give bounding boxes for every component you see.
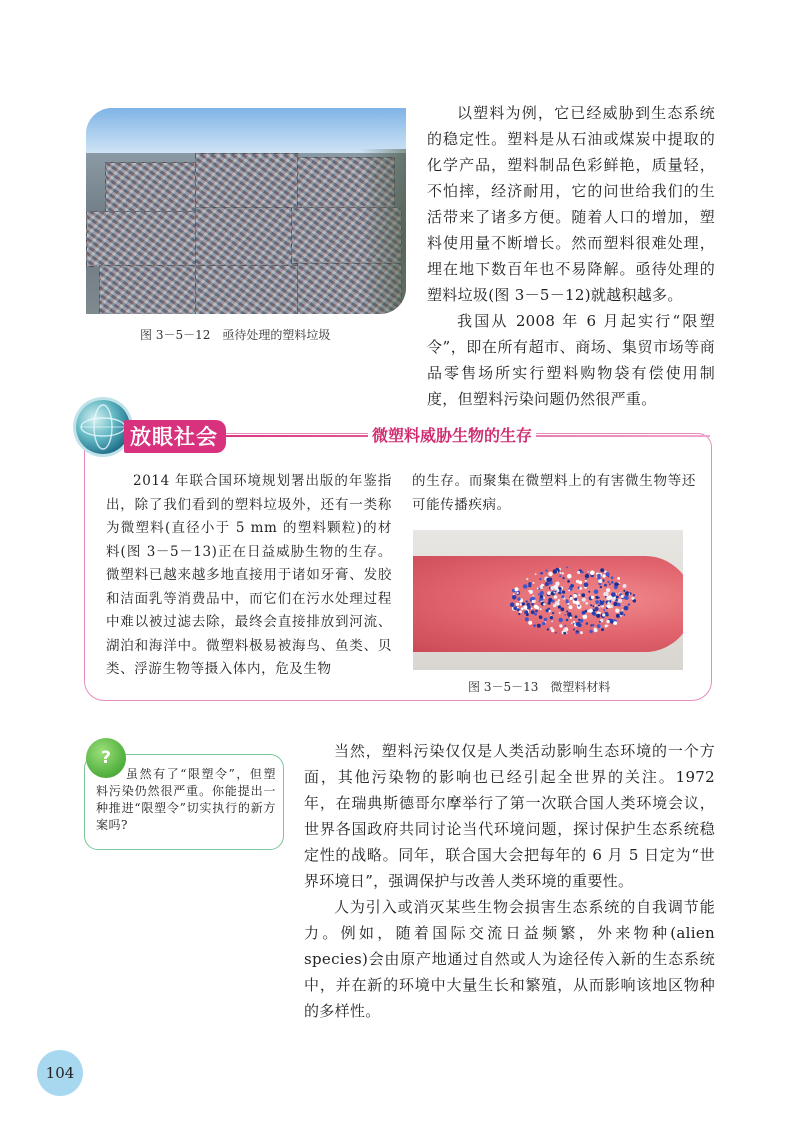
microplastic-particle: [620, 612, 624, 616]
society-section-label: 放眼社会: [124, 420, 226, 453]
microplastic-particle: [613, 621, 617, 625]
microplastic-particle: [611, 576, 614, 579]
microplastic-particle: [587, 571, 589, 573]
microplastic-particle: [611, 581, 614, 584]
microplastic-particle: [614, 582, 618, 586]
microplastic-particle: [576, 580, 580, 584]
microplastic-particle: [561, 595, 564, 598]
microplastic-particle: [527, 603, 531, 607]
microplastic-particle: [599, 621, 601, 623]
microplastic-particle: [578, 619, 580, 621]
microplastic-particle: [531, 608, 533, 610]
microplastic-particle: [585, 580, 587, 582]
microplastic-particle: [597, 576, 600, 579]
microplastic-particle: [578, 605, 580, 607]
microplastic-particle: [547, 591, 551, 595]
microplastic-particle: [516, 603, 519, 606]
microplastic-particle: [586, 622, 589, 625]
question-note-text: 虽然有了“限塑令”，但塑料污染仍然很严重。你能提出一种推进“限塑令”切实执行的新方案吗?: [96, 767, 276, 832]
microplastic-particle: [597, 624, 601, 628]
microplastic-particle: [616, 596, 619, 599]
intro-paragraph-1: 以塑料为例，它已经威胁到生态系统的稳定性。塑料是从石油或煤炭中提取的化学产品，塑料制品色彩鲜艳，质量轻，不怕摔，经济耐用，它的问世给我们的生活带来了诸多方便。随着人口的增加，塑料使用量不断增长。然而塑料很难处理，埋在地下数百年也不易降解。亟待处理的塑料垃圾(图 3－5－12)就越积越多。: [427, 104, 715, 304]
microplastic-particle: [608, 601, 610, 603]
globe-icon: [76, 400, 130, 454]
microplastic-particle: [523, 584, 528, 589]
microplastic-particle: [552, 612, 554, 614]
microplastic-particle: [588, 591, 590, 593]
microplastic-particle: [567, 580, 570, 583]
microplastic-particle: [545, 582, 549, 586]
microplastic-particle: [539, 615, 543, 619]
microplastic-particle: [604, 584, 607, 587]
microplastic-particle: [534, 605, 538, 609]
microplastic-particle: [601, 628, 604, 631]
question-icon: ?: [86, 738, 126, 778]
microplastic-particle: [513, 606, 517, 610]
microplastic-particle: [545, 609, 548, 612]
microplastic-particle: [605, 596, 607, 598]
microplastic-particle: [555, 590, 557, 592]
microplastic-particle: [533, 624, 536, 627]
microplastic-particle: [595, 605, 597, 607]
microplastic-particle: [553, 605, 555, 607]
microplastic-particle: [559, 618, 563, 622]
microplastic-particle: [566, 619, 569, 622]
microplastic-particle: [607, 581, 609, 583]
microplastic-particle: [617, 603, 621, 607]
microplastic-particle: [607, 625, 609, 627]
intro-text: [427, 100, 715, 412]
microplastic-particle: [564, 625, 566, 627]
microplastic-particle: [534, 613, 537, 616]
microplastic-particle: [613, 602, 617, 606]
microplastic-particle: [606, 596, 611, 601]
microplastic-particle: [584, 583, 589, 588]
society-left-text: 2014 年联合国环境规划署出版的年鉴指出，除了我们看到的塑料垃圾外，还有一类称为微塑料(直径小于 5 mm 的塑料颗粒)的材料(图 3－5－13)正在日益威胁生物的生存。微塑料已越来越多地直接用于诸如牙膏、发胶和洁面乳等消费品中，而它们在污水处理过程中难以被过滤去除，最终会直接排放到河流、湖泊和海洋中。微塑料极易被海鸟、鱼类、贝类、浮游生物等摄入体内，危及生物: [106, 473, 392, 677]
microplastic-particle: [562, 577, 564, 579]
microplastic-particle: [539, 578, 541, 580]
microplastic-particle: [617, 577, 620, 580]
microplastic-particle: [573, 621, 576, 624]
microplastic-particle: [621, 595, 624, 598]
microplastic-particle: [623, 590, 625, 592]
microplastic-particle: [576, 622, 581, 627]
microplastic-particle: [570, 584, 574, 588]
microplastic-particle: [573, 594, 577, 598]
microplastic-particle: [571, 623, 573, 625]
plastic-waste-photo: [86, 108, 406, 314]
microplastic-particle: [525, 617, 529, 621]
microplastic-particle: [633, 594, 635, 596]
microplastic-particle: [574, 598, 577, 601]
microplastic-particle: [552, 593, 555, 596]
main-paragraph-1: 当然，塑料污染仅仅是人类活动影响生态环境的一个方面，其他污染物的影响也已经引起全世界的关注。1972 年，在瑞典斯德哥尔摩举行了第一次联合国人类环境会议，世界各国政府共同讨论当代环境问题，探讨保护生态系统稳定性的战略。同年，联合国大会把每年的 6 月 5 日定为“世界环境日”，强调保护与改善人类环境的重要性。: [304, 742, 715, 890]
microplastic-particle: [607, 605, 610, 608]
microplastic-particle: [540, 608, 542, 610]
microplastic-particle: [512, 595, 517, 600]
microplastic-particle: [602, 613, 605, 616]
microplastic-particle: [562, 591, 565, 594]
microplastic-particle: [559, 575, 561, 577]
microplastic-particle: [585, 610, 588, 613]
microplastic-particle: [545, 570, 547, 572]
microplastic-particle: [528, 621, 532, 625]
microplastic-particle: [553, 585, 558, 590]
microplastic-particle: [541, 584, 544, 587]
microplastic-particle: [535, 573, 537, 575]
microplastic-particle: [594, 610, 596, 612]
microplastic-particle: [510, 602, 515, 607]
microplastic-particle: [547, 628, 549, 630]
microplastic-particle: [526, 578, 528, 580]
microplastic-particle: [518, 613, 520, 615]
microplastic-particle: [550, 627, 553, 630]
microplastic-particle: [528, 582, 531, 585]
society-section-title: 微塑料威胁生物的生存: [368, 423, 536, 446]
microplastic-particle: [526, 601, 528, 603]
microplastic-particle: [595, 600, 599, 604]
figure-13-caption: 图 3－5－13 微塑料材料: [468, 680, 611, 694]
microplastic-particle: [570, 595, 572, 597]
microplastic-particle: [590, 570, 595, 575]
microplastic-particle: [599, 601, 604, 606]
microplastic-particle: [624, 614, 626, 616]
microplastic-particle: [540, 595, 543, 598]
microplastic-particle: [566, 611, 568, 613]
microplastic-particle: [570, 597, 573, 600]
microplastic-particle: [568, 590, 570, 592]
microplastic-particle: [583, 614, 588, 619]
microplastic-particle: [603, 609, 605, 611]
microplastic-particle: [588, 610, 590, 612]
microplastic-particle: [535, 610, 538, 613]
microplastic-particle: [605, 572, 609, 576]
microplastic-particle: [540, 572, 542, 574]
microplastic-particle: [559, 612, 561, 614]
microplastic-particle: [585, 574, 589, 578]
microplastic-particle: [606, 620, 609, 623]
microplastic-particle: [560, 607, 564, 611]
microplastic-particle: [623, 584, 627, 588]
microplastic-particle: [551, 621, 553, 623]
microplastic-particle: [628, 603, 631, 606]
microplastic-particle: [616, 614, 620, 618]
microplastic-particle: [517, 608, 520, 611]
microplastic-particle: [537, 624, 541, 628]
microplastic-photo: [413, 530, 683, 670]
microplastic-particle: [618, 599, 622, 603]
microplastic-particle: [615, 609, 619, 613]
microplastic-particle: [522, 602, 525, 605]
microplastic-particle: [531, 603, 534, 606]
main-text: [304, 738, 715, 1024]
microplastic-particle: [569, 605, 573, 609]
microplastic-particle: [631, 597, 634, 600]
microplastic-particle: [595, 596, 598, 599]
microplastic-particle: [523, 605, 527, 609]
microplastic-particle: [577, 571, 580, 574]
microplastic-particle: [629, 593, 631, 595]
page-number: 104: [37, 1050, 83, 1096]
microplastic-particle: [513, 593, 515, 595]
microplastic-particle: [606, 588, 610, 592]
microplastic-particle: [593, 605, 595, 607]
microplastic-particle: [558, 603, 560, 605]
main-paragraph-2: 人为引入或消灭某些生物会损害生态系统的自我调节能力。例如，随着国际交流日益频繁，外来物种(alien species)会由原产地通过自然或人为途径传入新的生态系统中，并在新的环境中大量生长和繁殖，从而影响该地区物种的多样性。: [304, 898, 715, 1020]
microplastic-particle: [540, 591, 544, 595]
microplastic-particle: [517, 597, 520, 600]
microplastic-particle: [555, 632, 557, 634]
microplastic-particle: [563, 628, 567, 632]
microplastic-particle: [581, 593, 585, 597]
microplastic-particle: [596, 614, 600, 618]
microplastic-particle: [520, 603, 522, 605]
microplastic-particle: [624, 595, 629, 600]
microplastic-particle: [560, 572, 562, 574]
microplastic-particle: [533, 582, 535, 584]
microplastic-particle: [605, 592, 609, 596]
microplastic-particle: [573, 629, 575, 631]
microplastic-particle: [554, 595, 558, 599]
microplastic-particle: [538, 593, 540, 595]
microplastic-particle: [537, 588, 539, 590]
microplastic-particle: [552, 600, 555, 603]
microplastic-particle: [567, 612, 571, 616]
microplastic-particle: [559, 624, 562, 627]
microplastic-particle: [576, 601, 580, 605]
microplastic-particle: [543, 603, 545, 605]
microplastic-particle: [570, 617, 572, 619]
microplastic-particle: [591, 596, 594, 599]
microplastic-particle: [594, 629, 598, 633]
microplastic-particle: [566, 599, 568, 601]
microplastic-particle: [548, 572, 553, 577]
microplastic-particle: [624, 606, 629, 611]
figure-12-caption: 图 3－5－12 亟待处理的塑料垃圾: [140, 328, 331, 342]
microplastic-particle: [621, 609, 623, 611]
microplastic-particle: [559, 590, 561, 592]
microplastic-particle: [544, 618, 547, 621]
microplastic-particle: [526, 613, 529, 616]
microplastic-particle: [539, 600, 541, 602]
microplastic-particle: [516, 592, 518, 594]
microplastic-particle: [533, 600, 536, 603]
microplastic-particle: [550, 616, 553, 619]
microplastic-particle: [562, 572, 564, 574]
microplastic-particle: [558, 605, 561, 608]
microplastic-particle: [566, 567, 568, 569]
microplastic-particle: [602, 579, 605, 582]
microplastic-particle: [575, 615, 578, 618]
microplastic-particle: [529, 590, 533, 594]
microplastic-particle: [590, 604, 592, 606]
microplastic-particle: [567, 574, 572, 579]
intro-paragraph-2: 我国从 2008 年 6 月起实行“限塑令”，即在所有超市、商场、集贸市场等商品零售场所实行塑料购物袋有偿使用制度，但塑料污染问题仍然很严重。: [427, 312, 715, 408]
microplastic-particle: [548, 578, 552, 582]
microplastic-particle: [582, 598, 586, 602]
microplastic-particle: [580, 631, 583, 634]
microplastic-particle: [590, 624, 592, 626]
microplastic-particle: [558, 599, 560, 601]
microplastic-particle: [585, 602, 588, 605]
microplastic-particle: [596, 576, 598, 578]
microplastic-particle: [542, 622, 545, 625]
microplastic-particle: [594, 589, 599, 594]
microplastic-particle: [609, 583, 611, 585]
microplastic-particle: [608, 576, 610, 578]
microplastic-particle: [611, 592, 616, 597]
microplastic-particle: [579, 587, 582, 590]
microplastic-particle: [598, 604, 600, 606]
microplastic-particle: [575, 632, 577, 634]
microplastic-particle: [579, 594, 581, 596]
microplastic-particle: [521, 608, 524, 611]
society-right-text: 的生存。而聚集在微塑料上的有害微生物等还可能传播疾病。: [412, 473, 696, 513]
microplastic-particle: [602, 574, 605, 577]
microplastic-particle: [589, 630, 592, 633]
microplastic-particle: [600, 586, 602, 588]
microplastic-particle: [564, 614, 566, 616]
microplastic-particle: [532, 611, 534, 613]
microplastic-particle: [600, 568, 604, 572]
microplastic-particle: [515, 587, 519, 591]
microplastic-particle: [529, 608, 531, 610]
microplastic-particle: [553, 569, 557, 573]
